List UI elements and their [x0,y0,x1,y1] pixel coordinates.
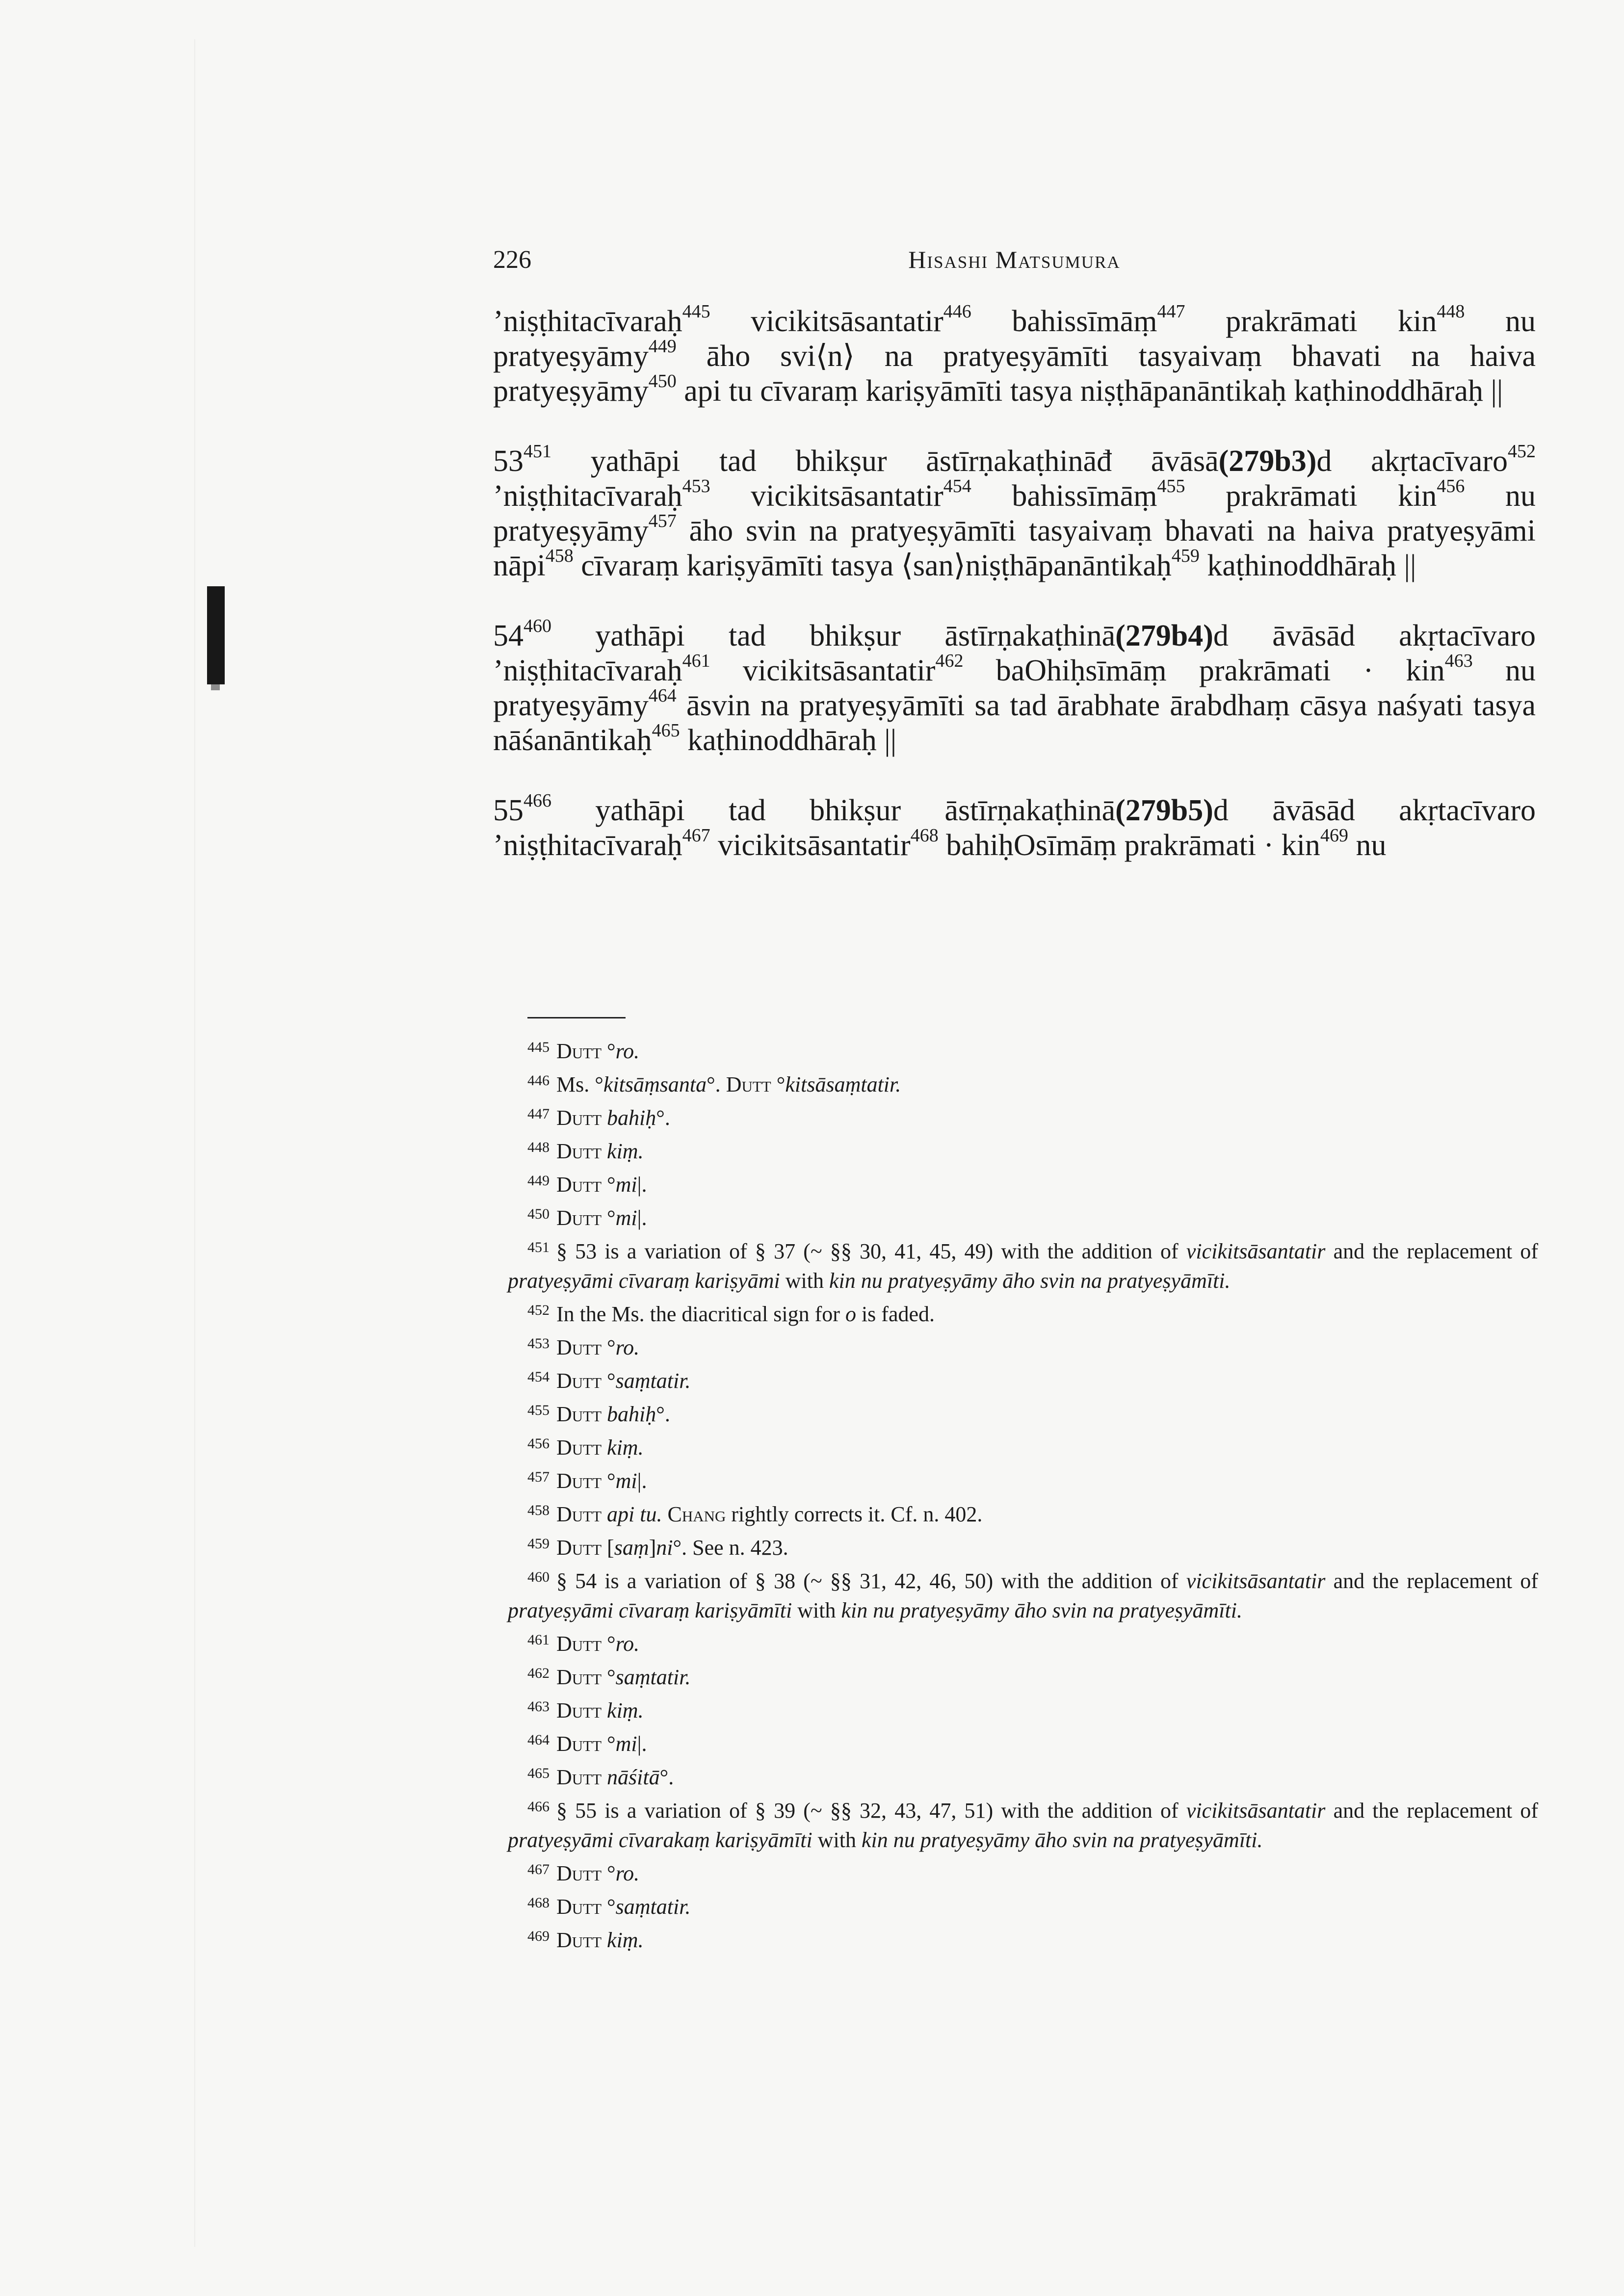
italic-text: nāśitā [607,1765,660,1789]
footnote [508,1033,1538,1066]
footnote-number: 461 [527,1632,550,1648]
text-run: kaṭhinoddhāraḥ || [680,724,897,757]
footnotes [508,1033,1538,1955]
text-run: 55 [493,794,524,827]
text-run: with [780,1269,830,1293]
paragraph [493,790,1536,863]
italic-text: kiṃ. [607,1928,644,1952]
italic-text: mi [615,1469,637,1493]
footnote [508,1922,1538,1955]
italic-text: mi [615,1206,637,1230]
author-name: Dutt [556,1502,602,1526]
footnote [508,1462,1538,1496]
italic-text: bahiḥ [607,1106,656,1130]
text-run [602,1106,607,1130]
footnote-number: 453 [527,1335,550,1352]
italic-text: ro. [615,1039,640,1063]
text-run [602,1765,607,1789]
text-run: °. [707,1072,726,1096]
footnote-number: 458 [527,1502,550,1518]
footnote-rule [527,1017,626,1018]
text-run [602,1139,607,1163]
footnote [508,1133,1538,1166]
footnote-ref: 457 [648,511,677,532]
footnote [508,1563,1538,1625]
footnote [508,1659,1538,1692]
author-name: Dutt [556,1369,602,1393]
author-name: Dutt [556,1335,602,1359]
footnote-number: 451 [527,1239,550,1255]
margin-mark-tail [211,684,220,690]
italic-text: api tu. [607,1502,662,1526]
footnote-number: 465 [527,1765,550,1781]
author-name: Dutt [556,1139,602,1163]
italic-text: kiṃ. [607,1139,644,1163]
footnote-ref: 453 [682,476,710,497]
footnote-ref: 468 [910,825,939,846]
text-run: api tu cīvaraṃ kariṣyāmīti tasya niṣṭhāpanāntikaḥ kaṭhinoddhāraḥ || [676,374,1503,408]
footnote-ref: 447 [1157,301,1185,322]
footnote-number: 463 [527,1698,550,1715]
text-run: |. [637,1173,647,1197]
footnote-ref: 445 [682,301,710,322]
text-run: rightly corrects it. Cf. n. 402. [726,1502,983,1526]
text-run [662,1502,668,1526]
footnote-ref: 459 [1171,546,1200,567]
paragraph [493,616,1536,758]
text-run: 53 [493,444,524,478]
author-name: Dutt [556,1765,602,1789]
text-run [602,1502,607,1526]
footnote [508,1725,1538,1759]
italic-text: saṃ [614,1536,649,1560]
text-run: In the Ms. the diacritical sign for [556,1302,845,1326]
italic-text: vicikitsāsantatir [1186,1799,1326,1823]
text-run: § 53 is a variation of § 37 (~ §§ 30, 41, 45, 49) with the addition of [556,1239,1186,1263]
footnote-number: 462 [527,1665,550,1681]
italic-text: saṃtatir. [615,1895,691,1919]
footnote [508,1888,1538,1922]
footnote-ref: 460 [524,616,551,637]
italic-text: mi [615,1732,637,1756]
text-run: vicikitsāsantatir [710,305,943,338]
author-name: Dutt [556,1206,602,1230]
text-run: ° [602,1039,616,1063]
text-run: d āvāsād akṛtacīvaro ’niṣṭhitacīvaraḥ [493,794,1536,862]
text-run: nu pratyeṣyāmy [493,305,1536,373]
author-name: Dutt [556,1665,602,1689]
text-run: yathāpi tad bhikṣur āstīrṇakaṭhinā [551,794,1116,827]
text-run: ° [771,1072,786,1096]
author-name: Dutt [556,1732,602,1756]
running-head: Hisashi Matsumura [908,246,1121,273]
text-run: °. [659,1765,674,1789]
text-run: prakrāmati kin [1185,479,1437,513]
footnote-number: 447 [527,1106,550,1122]
text-run: cīvaraṃ kariṣyāmīti tasya ⟨san⟩niṣṭhāpanāntikaḥ [573,549,1172,582]
text-run: ’niṣṭhitacīvaraḥ [493,305,682,338]
footnote [508,1362,1538,1396]
author-name: Dutt [556,1039,602,1063]
italic-text: vicikitsāsantatir [1186,1569,1326,1593]
footnote [508,1166,1538,1200]
text-run: āho svin na pratyeṣyāmīti tasyaivaṃ bhavati na haiva pratyeṣyāmi nāpi [493,514,1536,582]
footnote-ref: 466 [524,790,551,811]
text-run: prakrāmati kin [1185,305,1437,338]
footnote-number: 457 [527,1469,550,1485]
author-name: Dutt [556,1469,602,1493]
text-run: nu [1348,829,1387,862]
text-run: ] [649,1536,656,1560]
footnote [508,1529,1538,1563]
italic-text: ro. [615,1861,640,1885]
footnote [508,1429,1538,1462]
italic-text: saṃtatir. [615,1665,691,1689]
footnote-ref: 452 [1508,441,1536,462]
text-run: and the replacement of [1325,1239,1538,1263]
text-run: ° [602,1665,616,1689]
italic-text: ni [656,1536,673,1560]
text-run: kaṭhinoddhāraḥ || [1199,549,1416,582]
footnote [508,1496,1538,1529]
text-run: and the replacement of [1325,1569,1538,1593]
text-run: |. [637,1206,647,1230]
footnote [508,1066,1538,1099]
footnote [508,1855,1538,1888]
footnote-number: 466 [527,1799,550,1815]
author-name: Dutt [556,1861,602,1885]
author-name: Dutt [556,1536,602,1560]
text-run [602,1435,607,1460]
footnote [508,1692,1538,1725]
text-run: ° [602,1861,616,1885]
footnote-ref: 451 [524,441,551,462]
footnote-number: 446 [527,1072,550,1089]
text-run: ° [602,1895,616,1919]
author-name: Dutt [726,1072,771,1096]
text-run: baOhiḥsīmāṃ prakrāmati · kin [963,654,1445,687]
footnote-ref: 462 [935,651,964,672]
text-run: āho svi⟨n⟩ na pratyeṣyāmīti tasyaivaṃ bhavati na haiva pratyeṣyāmy [493,339,1536,408]
footnote-ref: 469 [1320,825,1348,846]
text-run: nu pratyeṣyāmy [493,654,1536,722]
margin-mark [207,586,225,684]
text-run: ° [602,1206,616,1230]
text-run: is faded. [856,1302,935,1326]
footnote-number: 445 [527,1039,550,1055]
text-run: ° [602,1632,616,1656]
text-run: °. [656,1402,670,1426]
footnote [508,1396,1538,1429]
italic-text: o [845,1302,856,1326]
text-run: °. [656,1106,670,1130]
text-run: § 54 is a variation of § 38 (~ §§ 31, 42, 46, 50) with the addition of [556,1569,1186,1593]
paragraph [493,301,1536,409]
footnote-ref: 448 [1437,301,1465,322]
footnote-ref: 449 [648,336,677,357]
footnote [508,1759,1538,1792]
author-name: Dutt [556,1698,602,1722]
footnote [508,1625,1538,1659]
footnote-ref: 463 [1444,651,1473,672]
italic-text: kitsāsaṃtatir. [785,1072,901,1096]
folio-ref: (279b5) [1115,794,1213,827]
footnote-number: 449 [527,1173,550,1189]
footnote-number: 455 [527,1402,550,1418]
author-name: Dutt [556,1928,602,1952]
footnote-ref: 454 [943,476,971,497]
footnote-number: 467 [527,1861,550,1878]
footnote-number: 468 [527,1895,550,1911]
italic-text: bahiḥ [607,1402,656,1426]
italic-text: pratyeṣyāmi cīvaraṃ kariṣyāmi [508,1269,780,1293]
text-run: vicikitsāsantatir [710,654,936,687]
text-run: ° [602,1369,616,1393]
italic-text: kin nu pratyeṣyāmy āho svin na pratyeṣyāmīti. [861,1828,1263,1852]
text-run [602,1402,607,1426]
italic-text: kin nu pratyeṣyāmy āho svin na pratyeṣyāmīti. [829,1269,1231,1293]
text-run: yathāpi tad bhikṣur āstīrṇakaṭhināđ āvāsā [551,444,1219,478]
text-run [602,1928,607,1952]
footnote-ref: 456 [1437,476,1465,497]
author-name: Dutt [556,1632,602,1656]
author-name: Chang [667,1502,726,1526]
italic-text: ro. [615,1335,640,1359]
footnote [508,1099,1538,1133]
italic-text: mi [615,1173,637,1197]
footnote-ref: 461 [682,651,710,672]
footnote-number: 450 [527,1206,550,1222]
scan-shadow-line [194,39,195,2247]
footnote-ref: 455 [1157,476,1185,497]
text-run: |. [637,1732,647,1756]
author-name: Dutt [556,1173,602,1197]
italic-text: pratyeṣyāmi cīvarakaṃ kariṣyāmīti [508,1828,812,1852]
text-run: āsvin na pratyeṣyāmīti sa tad ārabhate ārabdhaṃ cāsya naśyati tasya nāśanāntikaḥ [493,689,1536,757]
text-run: d akṛtacīvaro [1316,444,1508,478]
author-name: Dutt [556,1895,602,1919]
footnote-ref: 464 [648,685,677,706]
text-run: bahissīmāṃ [971,479,1157,513]
main-text [493,301,1536,898]
text-run: bahissīmāṃ [971,305,1157,338]
folio-ref: (279b3) [1218,444,1317,478]
text-run: with [812,1828,862,1852]
author-name: Dutt [556,1106,602,1130]
italic-text: vicikitsāsantatir [1186,1239,1326,1263]
text-run: ° [602,1335,616,1359]
footnote-number: 452 [527,1302,550,1318]
footnote [508,1296,1538,1329]
footnote [508,1200,1538,1233]
text-run: bahiḥOsīmāṃ prakrāmati · kin [938,829,1320,862]
footnote-number: 454 [527,1369,550,1385]
footnote [508,1792,1538,1855]
italic-text: kiṃ. [607,1698,644,1722]
footnote-number: 456 [527,1435,550,1452]
footnote-ref: 450 [648,371,677,392]
page-header [493,245,1536,289]
footnote-number: 460 [527,1569,550,1585]
footnote [508,1329,1538,1362]
text-run: ° [602,1173,616,1197]
text-run: ’niṣṭhitacīvaraḥ [493,479,682,513]
text-run: °. See n. 423. [673,1536,788,1560]
text-run: yathāpi tad bhikṣur āstīrṇakaṭhinā [551,619,1116,652]
text-run: 54 [493,619,524,652]
text-run: ° [602,1469,616,1493]
text-run: § 55 is a variation of § 39 (~ §§ 32, 43, 47, 51) with the addition of [556,1799,1186,1823]
text-run: Ms. ° [556,1072,603,1096]
text-run: vicikitsāsantatir [710,479,943,513]
text-run [602,1698,607,1722]
footnote-number: 469 [527,1928,550,1944]
author-name: Dutt [556,1402,602,1426]
footnote-number: 448 [527,1139,550,1155]
footnote [508,1233,1538,1296]
author-name: Dutt [556,1435,602,1460]
text-run: d āvāsād akṛtacīvaro ’niṣṭhitacīvaraḥ [493,619,1536,687]
text-run: ° [602,1732,616,1756]
text-run: nu pratyeṣyāmy [493,479,1536,548]
italic-text: kin nu pratyeṣyāmy āho svin na pratyeṣyāmīti. [841,1598,1242,1622]
footnote-ref: 467 [682,825,710,846]
footnote-ref: 465 [652,720,680,741]
footnote-number: 459 [527,1536,550,1552]
text-run: with [792,1598,841,1622]
footnote-number: 464 [527,1732,550,1748]
italic-text: pratyeṣyāmi cīvaraṃ kariṣyāmīti [508,1598,792,1622]
text-run: [ [602,1536,614,1560]
text-run: |. [637,1469,647,1493]
footnote-ref: 446 [943,301,971,322]
italic-text: ro. [615,1632,640,1656]
paragraph [493,441,1536,583]
italic-text: saṃtatir. [615,1369,691,1393]
footnote-ref: 458 [545,546,574,567]
text-run: vicikitsāsantatir [710,829,911,862]
text-run: and the replacement of [1325,1799,1538,1823]
folio-ref: (279b4) [1115,619,1213,652]
page-number: 226 [493,246,531,274]
italic-text: kitsāṃsanta [603,1072,707,1096]
italic-text: kiṃ. [607,1435,644,1460]
